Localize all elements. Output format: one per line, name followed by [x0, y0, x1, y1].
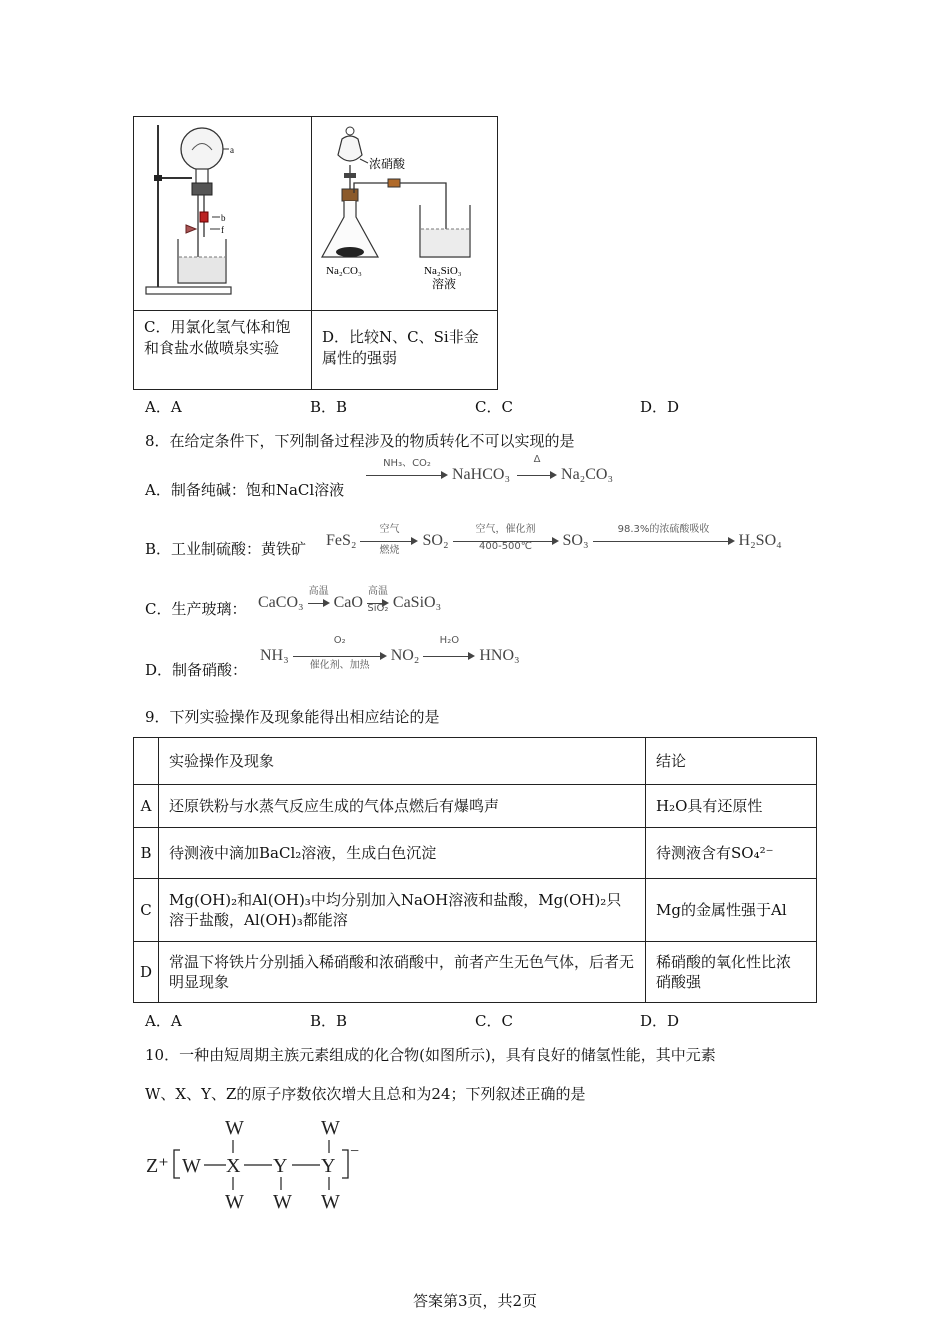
- svg-text:b: b: [221, 213, 226, 223]
- q8-option-b-prefix: B．工业制硫酸：黄铁矿: [145, 540, 307, 558]
- svg-text:W: W: [321, 1191, 340, 1213]
- svg-text:Na₂SiO₃: Na₂SiO₃: [424, 265, 462, 277]
- q8-option-d-reaction: NH₃ O₂ 催化剂、加热 NO₂ H₂O HNO₃: [260, 635, 520, 672]
- option-c-description: C．用氯化氢气体和饱和食盐水做喷泉实验: [144, 318, 291, 357]
- svg-text:W: W: [273, 1191, 292, 1213]
- svg-text:W: W: [225, 1117, 244, 1139]
- svg-text:Na₂CO₃: Na₂CO₃: [326, 265, 362, 277]
- q9-option-d: D．D: [640, 1012, 680, 1030]
- svg-text:W: W: [321, 1117, 340, 1139]
- q9-option-b: B．B: [310, 1012, 348, 1030]
- svg-text:Y: Y: [321, 1155, 336, 1177]
- reaction-arrow: 高温: [308, 597, 330, 609]
- reaction-arrow: 98.3%的浓硫酸吸收: [593, 535, 735, 547]
- reaction-arrow: 空气 燃烧: [360, 535, 418, 547]
- q8-stem: 8．在给定条件下，下列制备过程涉及的物质转化不可以实现的是: [145, 432, 575, 450]
- q8-option-c-reaction: CaCO₃ 高温 CaO 高温 SiO₂ CaSiO₃: [258, 586, 442, 615]
- row-conclusion: H₂O具有还原性: [646, 785, 817, 828]
- reaction-arrow: 高温 SiO₂: [367, 586, 389, 615]
- q8-option-a-reaction: NH₃、CO₂ NaHCO₃ Δ Na₂CO₃: [366, 466, 613, 484]
- svg-text:X: X: [226, 1155, 241, 1177]
- row-conclusion: Mg的金属性强于Al: [646, 879, 817, 942]
- fountain-apparatus-image: [134, 117, 311, 310]
- reaction-arrow: O₂ 催化剂、加热: [293, 650, 387, 662]
- option-d-description: D．比较N、C、Si非金属性的强弱: [322, 328, 479, 367]
- table-row: [134, 879, 817, 942]
- page-footer: 答案第3页，共2页: [412, 1292, 538, 1310]
- row-operation: 还原铁粉与水蒸气反应生成的气体点燃后有爆鸣声: [159, 785, 646, 828]
- q9-table: [133, 737, 817, 1003]
- table-header-cell: 结论: [646, 738, 817, 785]
- svg-text:溶液: 溶液: [432, 277, 457, 291]
- svg-text:f: f: [221, 225, 224, 235]
- row-conclusion: 待测液含有SO₄²⁻: [646, 828, 817, 879]
- q7-option-a: A．A: [145, 398, 182, 416]
- acid-comparison-apparatus-image: [312, 117, 497, 310]
- table-header-cell: 实验操作及现象: [159, 738, 646, 785]
- q9-stem: 9．下列实验操作及现象能得出相应结论的是: [145, 708, 440, 726]
- q8-option-c-prefix: C．生产玻璃：: [145, 600, 247, 618]
- q9-option-c: C．C: [475, 1012, 513, 1030]
- reaction-arrow: 空气，催化剂 400-500℃: [453, 535, 559, 547]
- row-key: C: [134, 879, 159, 942]
- row-operation: 常温下将铁片分别插入稀硝酸和浓硝酸中，前者产生无色气体，后者无明显现象: [159, 942, 646, 1003]
- q8-option-b-reaction: FeS₂ 空气 燃烧 SO₂ 空气，催化剂 400-500℃ SO₃ 98.3%的浓硫酸吸收 H₂SO₄: [326, 524, 782, 557]
- table-row: [134, 942, 817, 1003]
- svg-text:Y: Y: [273, 1155, 288, 1177]
- q7-option-b: B．B: [310, 398, 348, 416]
- reaction-arrow: H₂O: [423, 650, 475, 662]
- molecular-structure-diagram: [140, 1110, 380, 1220]
- row-key: B: [134, 828, 159, 879]
- apparatus-table: [133, 116, 498, 390]
- row-key: A: [134, 785, 159, 828]
- q7-option-c: C．C: [475, 398, 513, 416]
- q8-option-a-prefix: A．制备纯碱：饱和NaCl溶液: [145, 481, 345, 499]
- q9-option-a: A．A: [145, 1012, 182, 1030]
- reaction-arrow: Δ: [517, 469, 557, 481]
- table-row: [134, 785, 817, 828]
- q10-stem-line2: W、X、Y、Z的原子序数依次增大且总和为24；下列叙述正确的是: [145, 1085, 586, 1103]
- svg-text:−: −: [350, 1143, 360, 1160]
- q7-option-d: D．D: [640, 398, 680, 416]
- svg-text:W: W: [182, 1155, 201, 1177]
- row-key: D: [134, 942, 159, 1003]
- table-header-cell: [134, 738, 159, 785]
- q8-option-d-prefix: D．制备硝酸：: [145, 661, 248, 679]
- row-conclusion: 稀硝酸的氧化性比浓硝酸强: [646, 942, 817, 1003]
- table-header-row: [134, 738, 817, 785]
- svg-text:W: W: [225, 1191, 244, 1213]
- table-row: [134, 828, 817, 879]
- row-operation: Mg(OH)₂和Al(OH)₃中均分别加入NaOH溶液和盐酸，Mg(OH)₂只溶于盐酸，Al(OH)₃都能溶: [159, 879, 646, 942]
- svg-text:Z⁺: Z⁺: [146, 1155, 169, 1177]
- svg-text:a: a: [230, 145, 234, 155]
- reaction-arrow: NH₃、CO₂: [366, 469, 448, 481]
- svg-text:浓硝酸: 浓硝酸: [369, 157, 406, 171]
- row-operation: 待测液中滴加BaCl₂溶液，生成白色沉淀: [159, 828, 646, 879]
- q10-stem-line1: 10．一种由短周期主族元素组成的化合物(如图所示)，具有良好的储氢性能，其中元素: [145, 1046, 716, 1064]
